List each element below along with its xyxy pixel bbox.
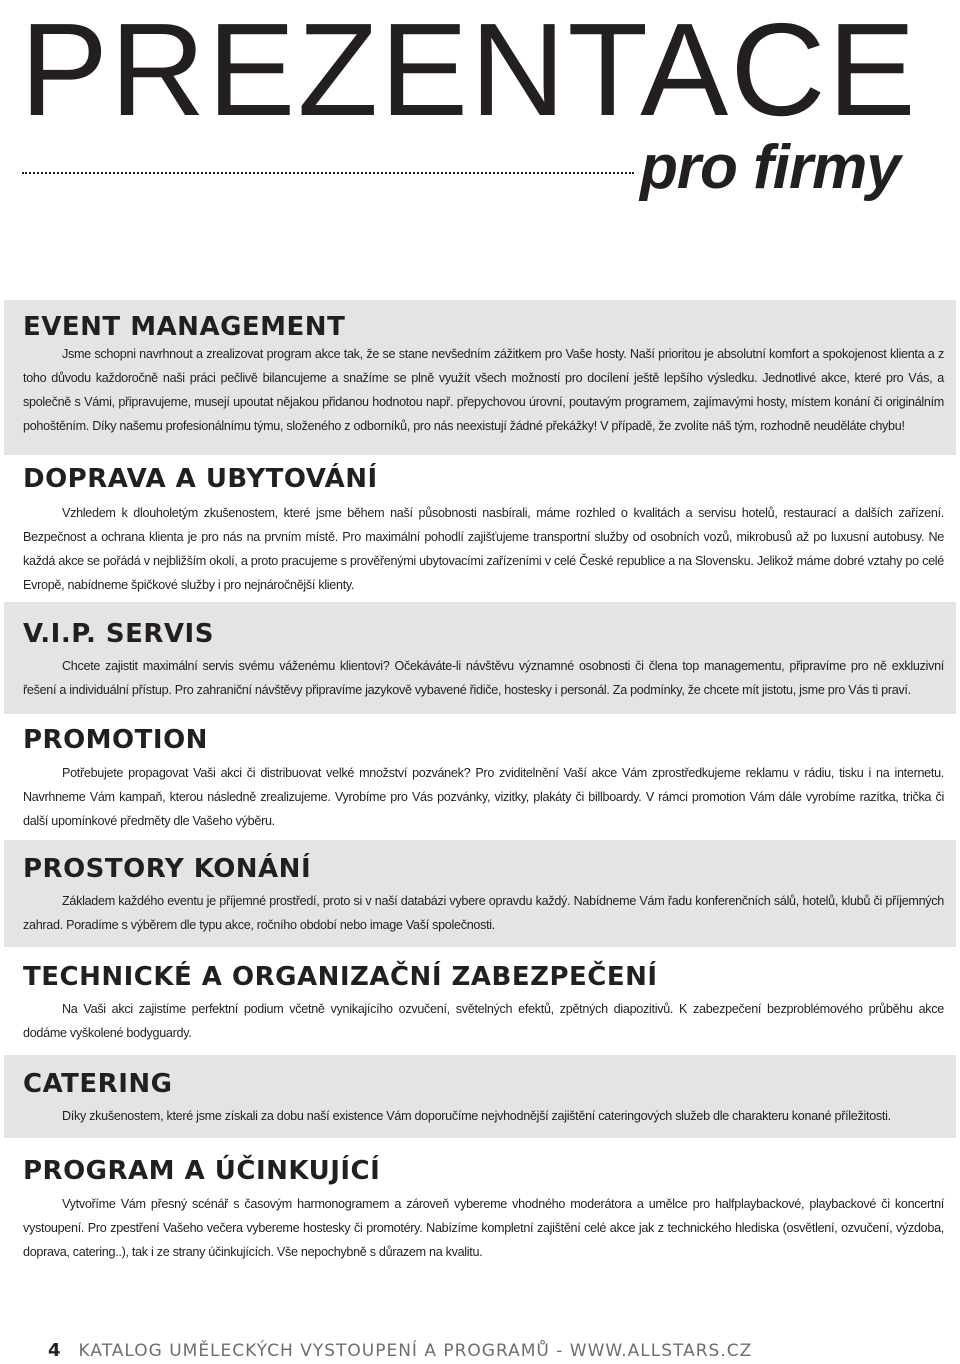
section-text: Vytvoříme Vám přesný scénář s časovým harmonogramem a zároveň vybereme vhodného moderátora a umělce pro halfplaybackové, playbackové či koncertní vystoupení. Pro zpestření Vašeho večera vybereme hostesky či promotéry. Nabízíme kompletní zajištění celé akce jak z technického hlediska (osvětlení, ozvučení, výzdoba, doprava, catering..), tak i ze strany účinkujících. Vše nepochybně s důrazem na kvalitu. [23, 1197, 944, 1259]
section-technicke-zabezpeceni [4, 962, 956, 1046]
section-text: Díky zkušenostem, které jsme získali za dobu naší existence Vám doporučíme nejvhodnější zajištění cateringových služeb dle charakteru konané příležitosti. [62, 1109, 891, 1123]
section-heading: CATERING [23, 1069, 173, 1099]
page-title: PREZENTACE [20, 0, 918, 143]
page-number: 4 [48, 1340, 61, 1361]
section-vip-servis [4, 602, 956, 714]
section-doprava-a-ubytovani [4, 464, 956, 600]
section-heading: TECHNICKÉ A ORGANIZAČNÍ ZABEZPEČENÍ [23, 962, 658, 992]
page-subtitle: pro firmy [640, 133, 900, 202]
section-event-management [4, 300, 956, 455]
section-prostory-konani [4, 840, 956, 947]
section-heading: DOPRAVA A UBYTOVÁNÍ [23, 464, 378, 494]
section-text: Chcete zajistit maximální servis svému váženému klientovi? Očekáváte-li návštěvu významné osobnosti či člena top managementu, připravíme pro ně exkluzivní řešení a individuální přístup. Pro zahraniční návštěvy připravíme jazykově vybavené řidiče, hostesky i personál. Za podmínky, že chcete mít jistotu, jsme pro Vás ti praví. [23, 659, 944, 697]
dotted-divider [22, 172, 634, 174]
section-text: Základem každého eventu je příjemné prostředí, proto si v naší databázi vybere opravdu každý. Nabídneme Vám řadu konferenčních sálů, hotelů, klubů či příjemných zahrad. Poradíme s výběrem dle typu akce, ročního období nebo image Vaší společnosti. [23, 894, 944, 932]
section-heading: PROGRAM A ÚČINKUJÍCÍ [23, 1156, 381, 1186]
section-heading: PROMOTION [23, 725, 208, 755]
section-program-a-ucinkujici [4, 1156, 956, 1266]
section-text: Na Vaši akci zajistíme perfektní podium včetně vynikajícího ozvučení, světelných efektů, zpětných diapozitivů. K zabezpečení bezproblémového průběhu akce dodáme vyškolené bodyguardy. [23, 1002, 944, 1040]
section-heading: V.I.P. SERVIS [23, 619, 214, 649]
section-promotion [4, 725, 956, 835]
section-text: Jsme schopni navrhnout a zrealizovat program akce tak, že se stane nevšedním zážitkem pro Vaše hosty. Naší prioritou je absolutní komfort a spokojenost klienta a z toho důvodu každoročně naši práci pečlivě bilancujeme a snažíme se plně využít všech možností pro docílení ještě lepšího výsledku. Jednotlivé akce, které pro Vás, a společně s Vámi, připravujeme, musejí upoutat nějakou přidanou hodnotou např. přepychovou úrovní, poutavým programem, zajímavými hosty, místem konání či originálním pohoštěním. Díky našemu profesionálnímu týmu, složeného z odborníků, pro nás neexistují žádné překážky! V případě, že zvolíte náš tým, rozhodně neuděláte chybu! [23, 347, 944, 433]
footer-catalog-text: KATALOG UMĚLECKÝCH VYSTOUPENÍ A PROGRAMŮ - WWW.ALLSTARS.CZ [78, 1341, 753, 1361]
section-text: Vzhledem k dlouholetým zkušenostem, které jsme během naší působnosti nasbírali, máme rozhled o kvalitách a servisu hotelů, restaurací a dalších zařízení. Bezpečnost a ochrana klienta je pro nás na prvním místě. Pro maximální pohodlí zajišťujeme transportní služby od osobních vozů, mikrobusů až po luxusní autobusy. Ne každá akce se pořádá v nejbližším okolí, a proto pracujeme s prověřenými ubytovacími zařízeními v celé České republice a na Slovensku. Jelikož máme dobré vztahy po celé Evropě, nabídneme špičkové služby i pro nejnáročnější klienty. [23, 506, 944, 592]
section-catering [4, 1055, 956, 1138]
page-footer [48, 1340, 752, 1364]
section-heading: EVENT MANAGEMENT [23, 312, 346, 342]
section-text: Potřebujete propagovat Vaši akci či distribuovat velké množství pozvánek? Pro zviditelnění Vaší akce Vám zprostředkujeme reklamu v rádiu, tisku i na internetu. Navrhneme Vám kampaň, kterou následně zrealizujeme. Vyrobíme pro Vás pozvánky, vizitky, plakáty či billboardy. V rámci promotion Vám dále vyrobíme razítka, trička či další upomínkové předměty dle Vašeho výběru. [23, 766, 944, 828]
section-heading: PROSTORY KONÁNÍ [23, 854, 312, 884]
